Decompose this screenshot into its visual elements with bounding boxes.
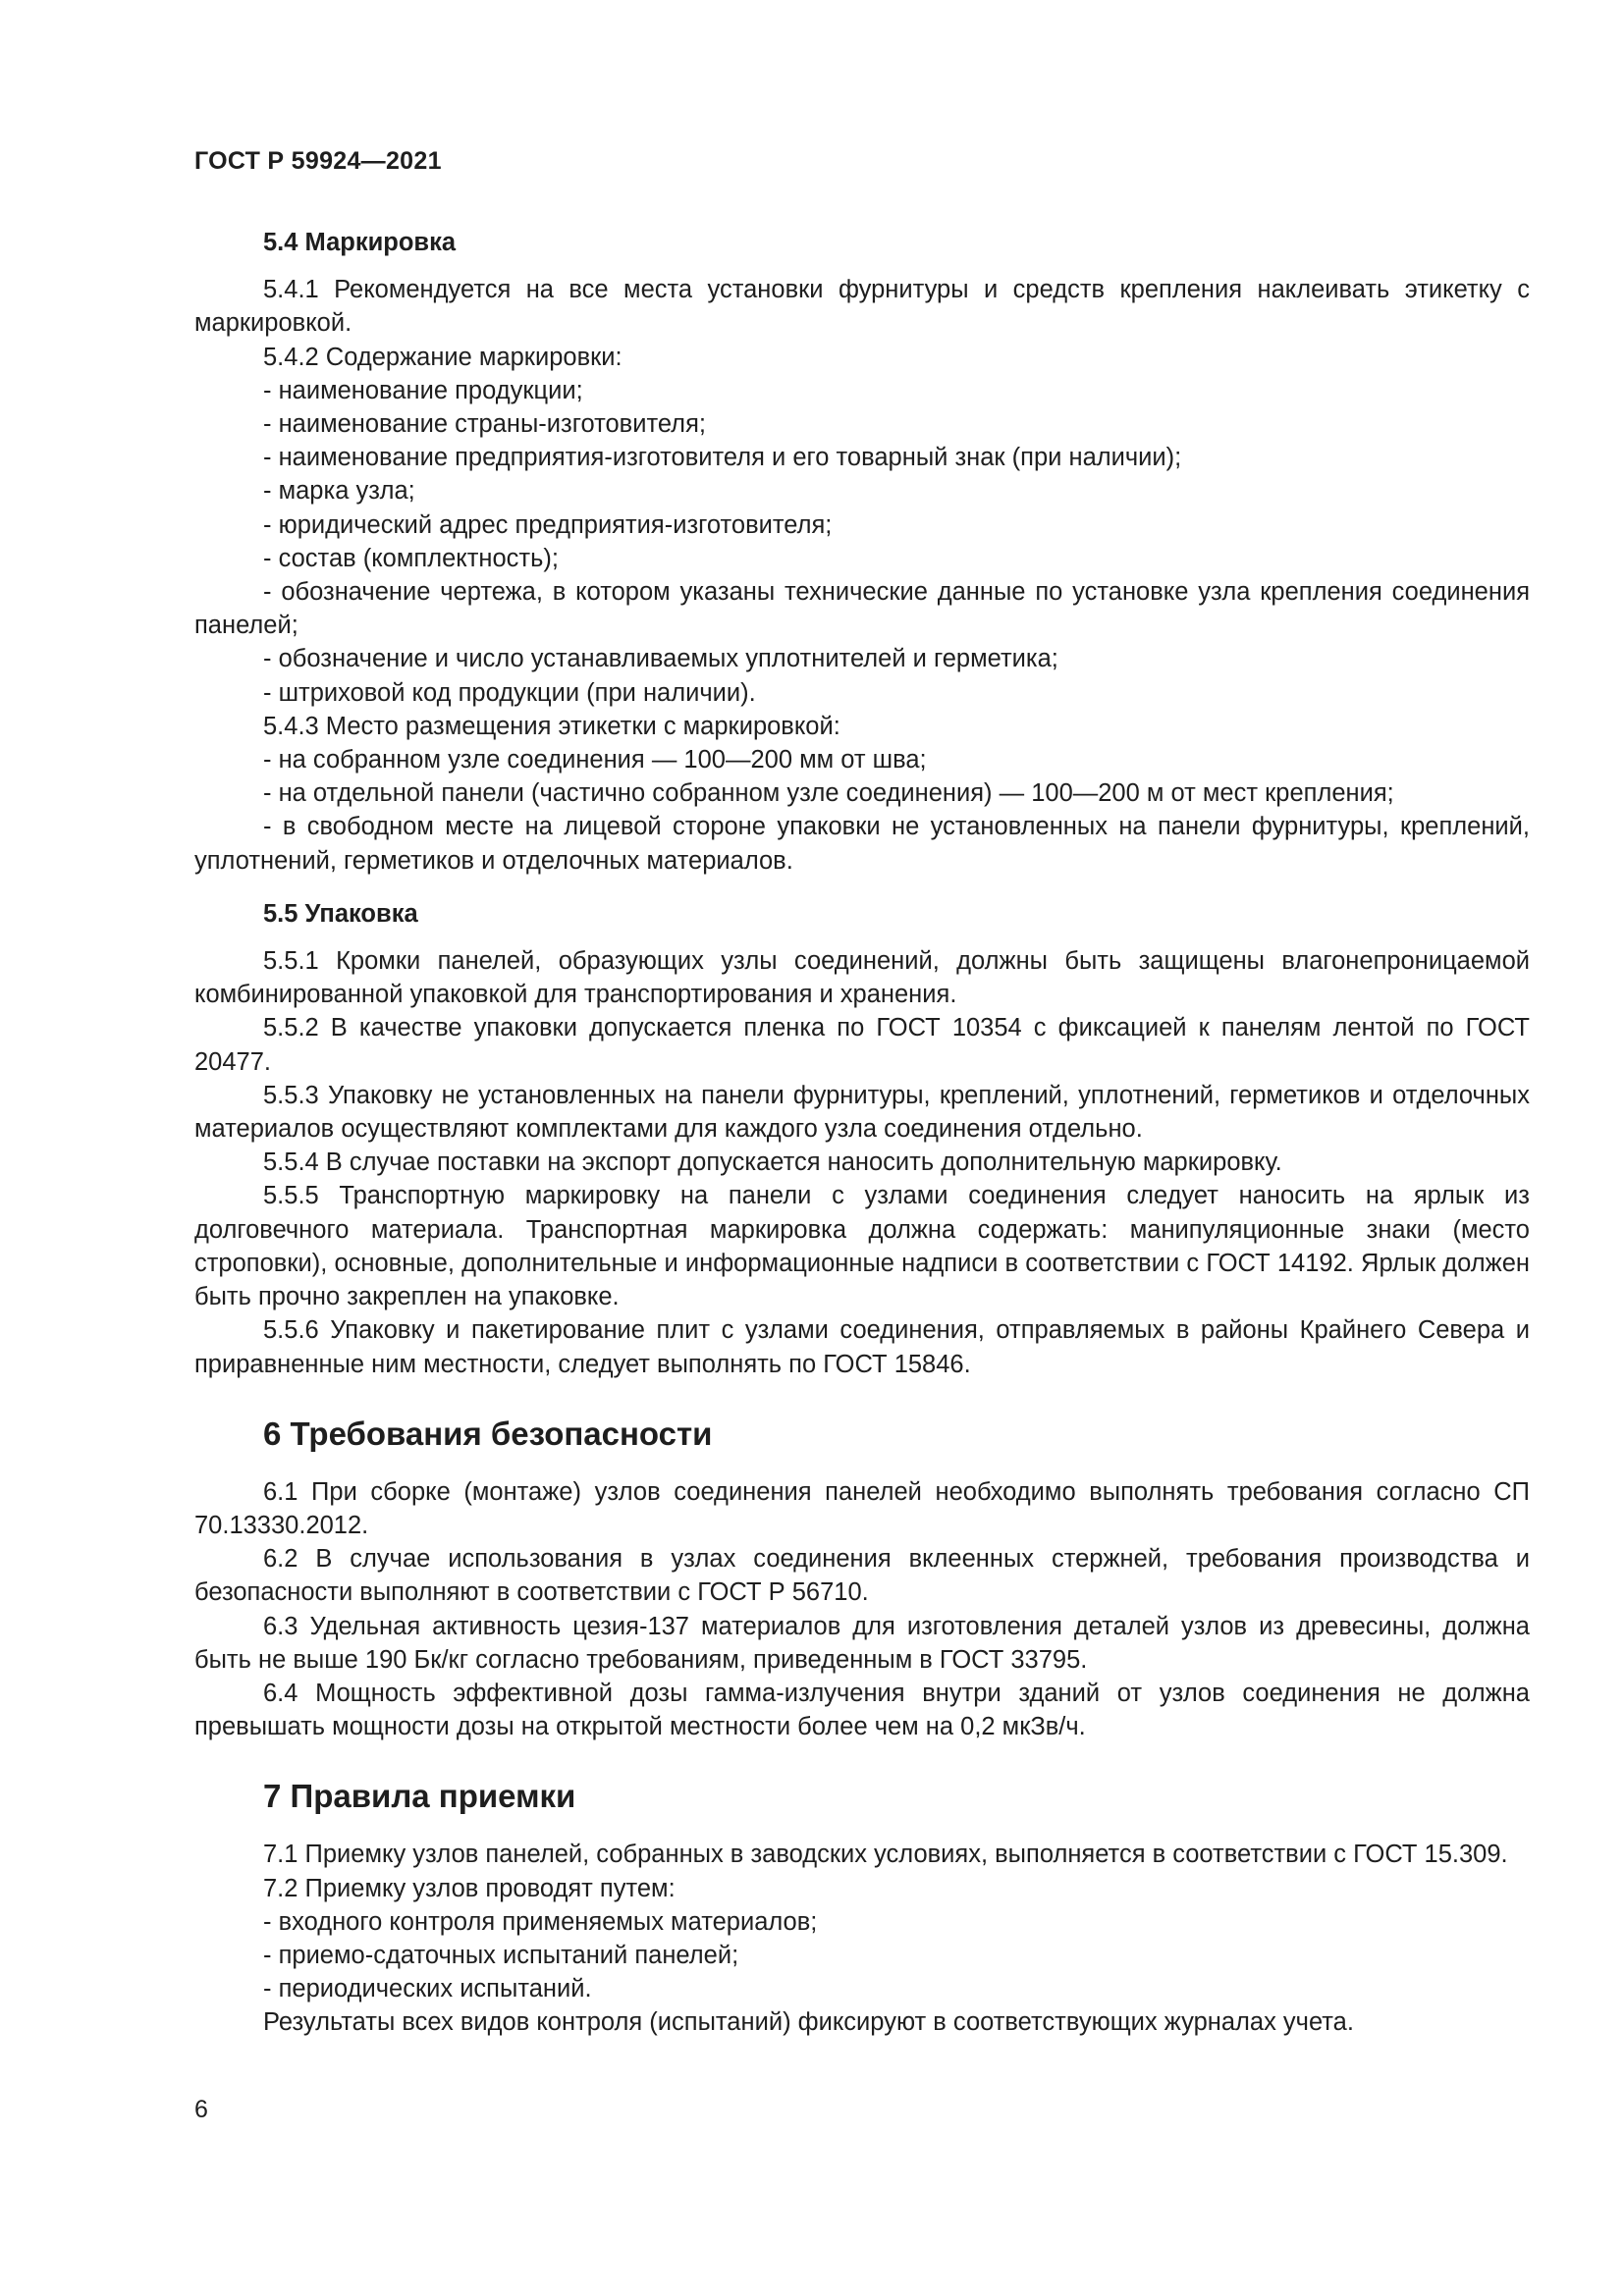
list-item: - юридический адрес предприятия-изготовителя; (263, 510, 833, 539)
paragraph-6-3: 6.3 Удельная активность цезия-137 материалов для изготовления деталей узлов из древесины, должна быть не выше 190 Бк/кг согласно требованиям, приведенным в ГОСТ 33795. (194, 1612, 1530, 1674)
document-header-id: ГОСТ Р 59924—2021 (194, 147, 442, 175)
paragraph-6-1: 6.1 При сборке (монтаже) узлов соединения панелей необходимо выполнять требования согласно СП 70.13330.2012. (194, 1477, 1530, 1539)
section-7-heading: 7 Правила приемки (263, 1778, 576, 1815)
paragraph-5-5-5: 5.5.5 Транспортную маркировку на панели с узлами соединения следует наносить на ярлык из долговечного материала. Транспортная маркировка должна содержать: манипуляционные знаки (место строповки), основные, дополнительные и информационные надписи в соответствии с ГОСТ 14192. Ярлык должен быть прочно закреплен на упаковке. (194, 1182, 1530, 1311)
paragraph-5-5-4: 5.5.4 В случае поставки на экспорт допускается наносить дополнительную маркировку. (263, 1148, 1282, 1177)
list-item: - наименование предприятия-изготовителя и его товарный знак (при наличии); (263, 444, 1182, 472)
paragraph-5-5-6: 5.5.6 Упаковку и пакетирование плит с узлами соединения, отправляемых в районы Крайнего Севера и приравненные ним местности, следует выполнять по ГОСТ 15846. (194, 1316, 1530, 1378)
list-item: - на собранном узле соединения — 100—200 мм от шва; (263, 746, 927, 774)
list-item: - входного контроля применяемых материалов; (263, 1907, 818, 1936)
paragraph-5-5-3: 5.5.3 Упаковку не установленных на панели фурнитуры, креплений, уплотнений, герметиков и отделочных материалов осуществляют комплектами для каждого узла соединения отдельно. (194, 1081, 1530, 1144)
paragraph-6-2: 6.2 В случае использования в узлах соединения вклеенных стержней, требования производства и безопасности выполняют в соответствии с ГОСТ Р 56710. (194, 1545, 1530, 1607)
paragraph-5-4-3: 5.4.3 Место размещения этикетки с маркировкой: (263, 712, 840, 740)
list-item: - состав (комплектность); (263, 544, 559, 572)
list-item: - в свободном месте на лицевой стороне упаковки не установленных на панели фурнитуры, креплений, уплотнений, герметиков и отделочных материалов. (194, 813, 1530, 875)
document-body (194, 226, 1530, 2040)
list-item: - обозначение чертежа, в котором указаны технические данные по установке узла крепления соединения панелей; (194, 578, 1530, 640)
list-item: - приемо-сдаточных испытаний панелей; (263, 1941, 739, 1969)
list-item: - марка узла; (263, 477, 415, 506)
paragraph-7-2: 7.2 Приемку узлов проводят путем: (263, 1874, 676, 1902)
section-5-5-title: 5.5 Упаковка (263, 899, 418, 928)
section-5-4-title: 5.4 Маркировка (263, 229, 457, 256)
list-item: - на отдельной панели (частично собранном узле соединения) — 100—200 м от мест крепления; (263, 779, 1394, 808)
page-number: 6 (194, 2096, 208, 2123)
list-item: - штриховой код продукции (при наличии). (263, 678, 756, 707)
list-item: - обозначение и число устанавливаемых уплотнителей и герметика; (263, 645, 1058, 673)
list-item: - периодических испытаний. (263, 1975, 592, 2003)
list-item: - наименование продукции; (263, 376, 583, 404)
list-item: - наименование страны-изготовителя; (263, 410, 706, 439)
paragraph-5-5-2: 5.5.2 В качестве упаковки допускается пленка по ГОСТ 10354 с фиксацией к панелям лентой по ГОСТ 20477. (194, 1014, 1530, 1076)
paragraph-7-1: 7.1 Приемку узлов панелей, собранных в заводских условиях, выполняется в соответствии с ГОСТ 15.309. (263, 1841, 1508, 1869)
paragraph-6-4: 6.4 Мощность эффективной дозы гамма-излучения внутри зданий от узлов соединения не должна превышать мощности дозы на открытой местности более чем на 0,2 мкЗв/ч. (194, 1679, 1530, 1741)
section-6-heading: 6 Требования безопасности (263, 1415, 713, 1452)
paragraph-7-results: Результаты всех видов контроля (испытаний) фиксируют в соответствующих журналах учета. (263, 2008, 1354, 2037)
paragraph-5-5-1: 5.5.1 Кромки панелей, образующих узлы соединений, должны быть защищены влагонепроницаемой комбинированной упаковкой для транспортирования и хранения. (194, 947, 1530, 1009)
paragraph-5-4-1: 5.4.1 Рекомендуется на все места установки фурнитуры и средств крепления наклеивать этикетку с маркировкой. (194, 276, 1530, 338)
paragraph-5-4-2: 5.4.2 Содержание маркировки: (263, 343, 623, 371)
